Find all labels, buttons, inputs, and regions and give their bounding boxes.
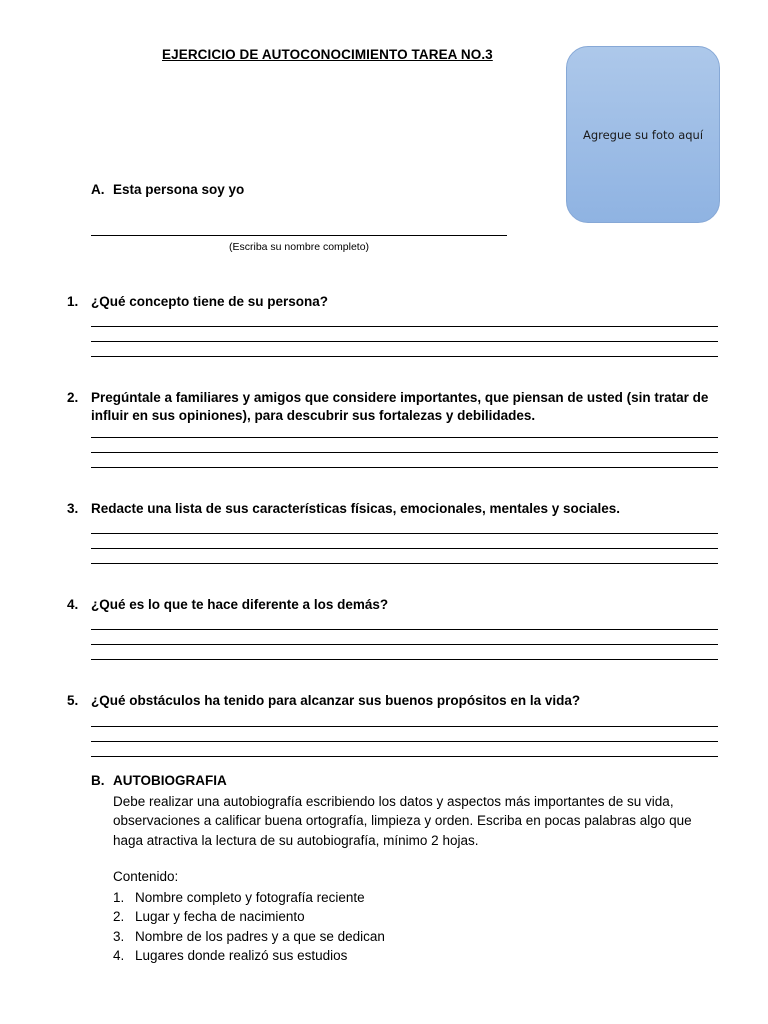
list-item-number: 1. [113, 890, 125, 905]
question-2 [67, 389, 727, 425]
question-4 [67, 596, 727, 614]
answer-line[interactable] [91, 629, 718, 630]
question-number: 2. [67, 390, 79, 405]
question-text: Redacte una lista de sus características físicas, emocionales, mentales y sociales. [91, 501, 621, 516]
question-5 [67, 692, 727, 710]
answer-line[interactable] [91, 437, 718, 438]
name-hint: (Escriba su nombre completo) [229, 241, 370, 253]
question-text: Pregúntale a familiares y amigos que considere importantes, que piensan de usted (sin tratar de influir en sus opiniones), para descubrir sus fortalezas y debilidades. [91, 390, 709, 423]
list-item-text: Nombre completo y fotografía reciente [135, 890, 365, 905]
section-b-title: AUTOBIOGRAFIA [113, 773, 227, 788]
answer-line[interactable] [91, 741, 718, 742]
section-a-heading [91, 182, 244, 197]
list-item-text: Lugares donde realizó sus estudios [135, 948, 348, 964]
section-b-heading [91, 773, 227, 788]
answer-line[interactable] [91, 452, 718, 453]
contenido-label: Contenido: [113, 869, 179, 884]
photo-placeholder[interactable] [566, 46, 720, 223]
page-title: EJERCICIO DE AUTOCONOCIMIENTO TAREA NO.3 [162, 47, 493, 62]
list-item-number: 4. [113, 948, 125, 964]
section-b-number: B. [91, 773, 105, 788]
list-item-number: 2. [113, 909, 125, 925]
question-number: 5. [67, 693, 79, 708]
answer-line[interactable] [91, 356, 718, 357]
answer-line[interactable] [91, 548, 718, 549]
question-text: ¿Qué concepto tiene de su persona? [91, 294, 329, 309]
question-text: ¿Qué obstáculos ha tenido para alcanzar sus buenos propósitos en la vida? [91, 693, 581, 708]
section-a-title: Esta persona soy yo [113, 182, 245, 197]
answer-line[interactable] [91, 726, 718, 727]
list-item-number: 3. [113, 928, 125, 944]
question-3 [67, 500, 727, 518]
answer-line[interactable] [91, 533, 718, 534]
question-number: 3. [67, 501, 79, 516]
question-number: 4. [67, 597, 79, 612]
name-answer-line[interactable] [91, 235, 507, 236]
photo-placeholder-label: Agregue su foto aquí [582, 127, 704, 142]
section-b-instructions: Debe realizar una autobiografía escribiendo los datos y aspectos más importantes de su vida, observaciones a calificar buena ortografía, limpieza y orden. Escriba en pocas palabras algo que haga atractiva la lectura de su autobiografía, mínimo 2 hojas. [113, 794, 692, 848]
question-1 [67, 293, 727, 311]
list-item-text: Lugar y fecha de nacimiento [135, 909, 305, 925]
answer-line[interactable] [91, 341, 718, 342]
answer-line[interactable] [91, 467, 718, 468]
section-a-number: A. [91, 182, 105, 197]
list-item-text: Nombre de los padres y a que se dedican [135, 928, 385, 944]
question-text: ¿Qué es lo que te hace diferente a los demás? [91, 597, 389, 612]
question-number: 1. [67, 294, 79, 309]
answer-line[interactable] [91, 644, 718, 645]
answer-line[interactable] [91, 563, 718, 564]
answer-line[interactable] [91, 326, 718, 327]
answer-line[interactable] [91, 756, 718, 757]
answer-line[interactable] [91, 659, 718, 660]
